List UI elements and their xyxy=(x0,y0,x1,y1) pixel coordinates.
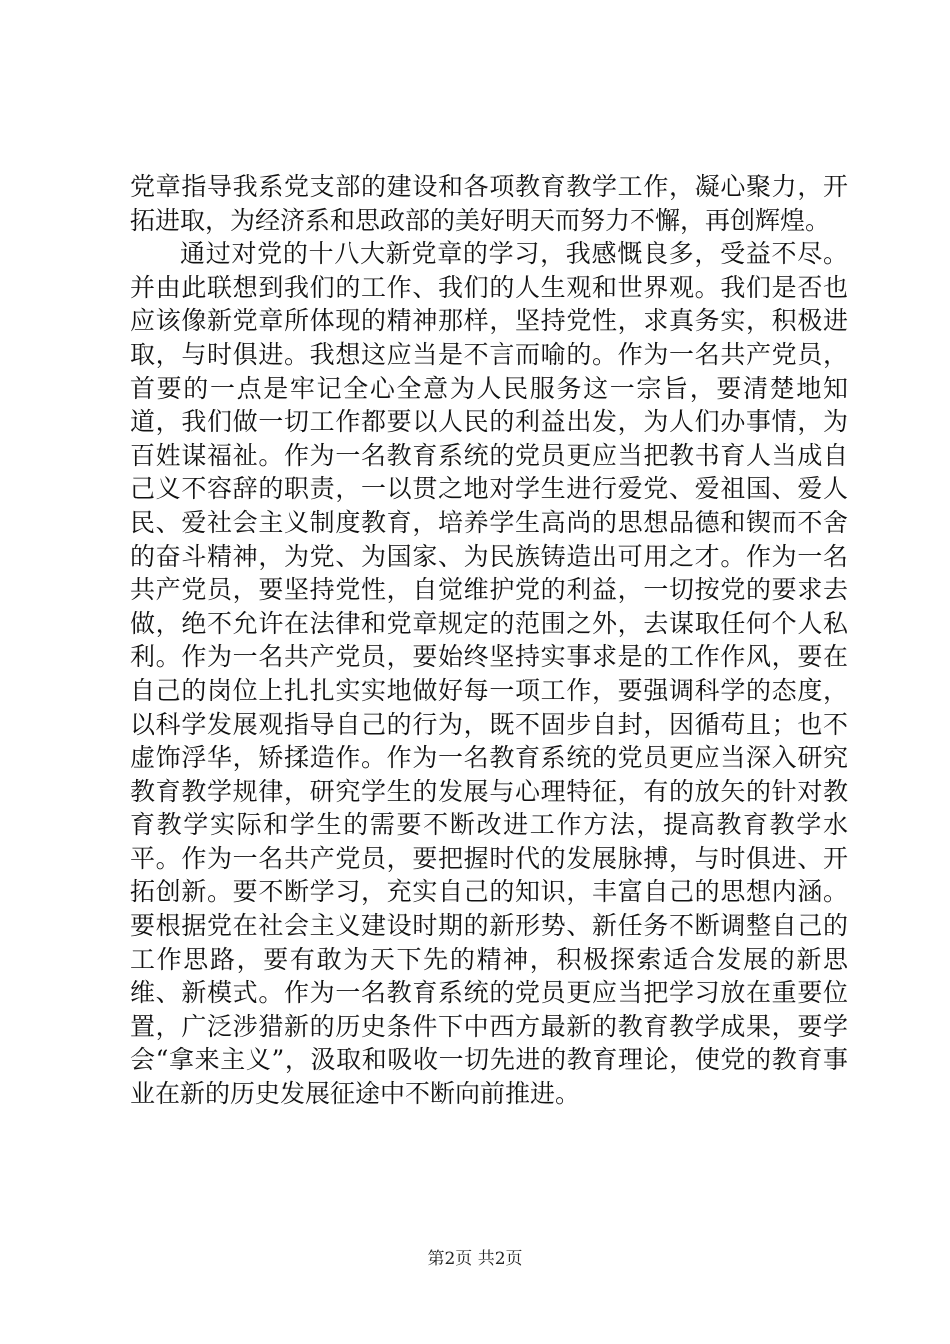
document-body xyxy=(130,170,848,1111)
paragraph-2: 通过对党的十八大新党章的学习，我感慨良多，受益不尽。并由此联想到我们的工作、我们的人生观和世界观。我们是否也应该像新党章所体现的精神那样，坚持党性，求真务实，积极进取，与时俱进。我想这应当是不言而喻的。作为一名共产党员，首要的一点是牢记全心全意为人民服务这一宗旨，要清楚地知道，我们做一切工作都要以人民的利益出发，为人们办事情，为百姓谋福祉。作为一名教育系统的党员更应当把教书育人当成自己义不容辞的职责，一以贯之地对学生进行爱党、爱祖国、爱人民、爱社会主义制度教育，培养学生高尚的思想品德和锲而不舍的奋斗精神，为党、为国家、为民族铸造出可用之才。作为一名共产党员，要坚持党性，自觉维护党的利益，一切按党的要求去做，绝不允许在法律和党章规定的范围之外，去谋取任何个人私利。作为一名共产党员，要始终坚持实事求是的工作作风，要在自己的岗位上扎扎实实地做好每一项工作，要强调科学的态度，以科学发展观指导自己的行为，既不固步自封，因循苟且；也不虚饰浮华，矫揉造作。作为一名教育系统的党员更应当深入研究教育教学规律，研究学生的发展与心理特征，有的放矢的针对教育教学实际和学生的需要不断改进工作方法，提高教育教学水平。作为一名共产党员，要把握时代的发展脉搏，与时俱进、开拓创新。要不断学习，充实自己的知识，丰富自己的思想内涵。要根据党在社会主义建设时期的新形势、新任务不断调整自己的工作思路，要有敢为天下先的精神，积极探索适合发展的新思维、新模式。作为一名教育系统的党员更应当把学习放在重要位置，广泛涉猎新的历史条件下中西方最新的教育教学成果，要学会“拿来主义”，汲取和吸收一切先进的教育理论，使党的教育事业在新的历史发展征途中不断向前推进。 xyxy=(130,239,848,1109)
paragraph-1: 党章指导我系党支部的建设和各项教育教学工作，凝心聚力，开拓进取，为经济系和思政部的美好明天而努力不懈，再创辉煌。 xyxy=(130,172,848,235)
page-footer: 第2页 共2页 xyxy=(427,1249,523,1269)
